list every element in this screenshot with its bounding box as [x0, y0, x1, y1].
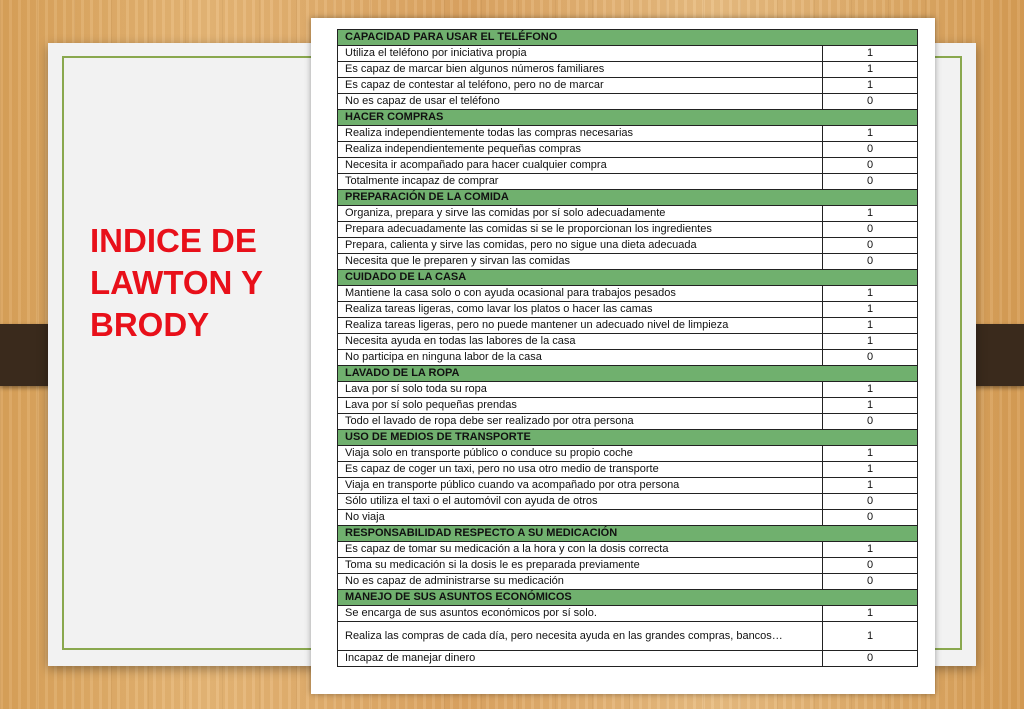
table-row — [338, 286, 918, 302]
table-row — [338, 158, 918, 174]
item-score: 1 — [823, 334, 918, 350]
table-row — [338, 622, 918, 651]
table-row — [338, 206, 918, 222]
table-row — [338, 238, 918, 254]
item-score: 0 — [823, 558, 918, 574]
item-text: Todo el lavado de ropa debe ser realizado por otra persona — [338, 414, 823, 430]
item-text: Realiza tareas ligeras, como lavar los platos o hacer las camas — [338, 302, 823, 318]
item-text: Se encarga de sus asuntos económicos por sí solo. — [338, 606, 823, 622]
lawton-brody-table — [337, 29, 918, 667]
table-row — [338, 414, 918, 430]
table-row — [338, 254, 918, 270]
item-text: Es capaz de tomar su medicación a la hora y con la dosis correcta — [338, 542, 823, 558]
item-score: 1 — [823, 302, 918, 318]
item-text: Es capaz de contestar al teléfono, pero no de marcar — [338, 78, 823, 94]
table-row — [338, 651, 918, 667]
item-text: Viaja en transporte público cuando va acompañado por otra persona — [338, 478, 823, 494]
item-text: Realiza las compras de cada día, pero necesita ayuda en las grandes compras, bancos… — [338, 622, 823, 651]
item-text: Mantiene la casa solo o con ayuda ocasional para trabajos pesados — [338, 286, 823, 302]
item-text: Prepara, calienta y sirve las comidas, pero no sigue una dieta adecuada — [338, 238, 823, 254]
section-heading: RESPONSABILIDAD RESPECTO A SU MEDICACIÓN — [338, 526, 918, 542]
item-text: No viaja — [338, 510, 823, 526]
section-heading: MANEJO DE SUS ASUNTOS ECONÓMICOS — [338, 590, 918, 606]
section-header — [338, 30, 918, 46]
section-heading: HACER COMPRAS — [338, 110, 918, 126]
item-text: Organiza, prepara y sirve las comidas por sí solo adecuadamente — [338, 206, 823, 222]
table-row — [338, 78, 918, 94]
item-score: 0 — [823, 414, 918, 430]
item-score: 1 — [823, 446, 918, 462]
table-row — [338, 62, 918, 78]
table-row — [338, 542, 918, 558]
table-row — [338, 574, 918, 590]
item-text: Totalmente incapaz de comprar — [338, 174, 823, 190]
table-row — [338, 478, 918, 494]
table-row — [338, 382, 918, 398]
item-score: 0 — [823, 142, 918, 158]
table-row — [338, 350, 918, 366]
item-text: Lava por sí solo pequeñas prendas — [338, 398, 823, 414]
section-heading: CAPACIDAD PARA USAR EL TELÉFONO — [338, 30, 918, 46]
item-score: 0 — [823, 158, 918, 174]
table-row — [338, 494, 918, 510]
item-text: Es capaz de coger un taxi, pero no usa otro medio de transporte — [338, 462, 823, 478]
item-score: 1 — [823, 622, 918, 651]
item-text: Sólo utiliza el taxi o el automóvil con ayuda de otros — [338, 494, 823, 510]
table-row — [338, 94, 918, 110]
item-text: Necesita ayuda en todas las labores de la casa — [338, 334, 823, 350]
table-row — [338, 222, 918, 238]
item-text: Viaja solo en transporte público o conduce su propio coche — [338, 446, 823, 462]
table-row — [338, 46, 918, 62]
item-text: Necesita ir acompañado para hacer cualquier compra — [338, 158, 823, 174]
slide-title: INDICE DE LAWTON Y BRODY — [90, 222, 263, 343]
item-text: Realiza tareas ligeras, pero no puede mantener un adecuado nivel de limpieza — [338, 318, 823, 334]
item-text: Es capaz de marcar bien algunos números familiares — [338, 62, 823, 78]
item-score: 0 — [823, 574, 918, 590]
item-score: 0 — [823, 350, 918, 366]
item-score: 0 — [823, 494, 918, 510]
section-heading: USO DE MEDIOS DE TRANSPORTE — [338, 430, 918, 446]
item-score: 1 — [823, 46, 918, 62]
table-row — [338, 510, 918, 526]
item-score: 0 — [823, 651, 918, 667]
section-header — [338, 366, 918, 382]
table-row — [338, 558, 918, 574]
item-score: 0 — [823, 222, 918, 238]
item-score: 0 — [823, 238, 918, 254]
item-score: 1 — [823, 78, 918, 94]
table-row — [338, 462, 918, 478]
table-row — [338, 142, 918, 158]
item-text: Prepara adecuadamente las comidas si se le proporcionan los ingredientes — [338, 222, 823, 238]
table-row — [338, 126, 918, 142]
item-score: 1 — [823, 126, 918, 142]
item-text: Toma su medicación si la dosis le es preparada previamente — [338, 558, 823, 574]
item-text: Realiza independientemente todas las compras necesarias — [338, 126, 823, 142]
section-header — [338, 590, 918, 606]
item-score: 1 — [823, 382, 918, 398]
item-score: 1 — [823, 606, 918, 622]
item-text: Utiliza el teléfono por iniciativa propia — [338, 46, 823, 62]
section-header — [338, 430, 918, 446]
item-text: No participa en ninguna labor de la casa — [338, 350, 823, 366]
table-row — [338, 398, 918, 414]
table-row — [338, 334, 918, 350]
table-row — [338, 446, 918, 462]
table-row — [338, 606, 918, 622]
item-score: 1 — [823, 318, 918, 334]
section-heading: CUIDADO DE LA CASA — [338, 270, 918, 286]
table-row — [338, 302, 918, 318]
section-header — [338, 270, 918, 286]
item-text: No es capaz de usar el teléfono — [338, 94, 823, 110]
item-score: 1 — [823, 62, 918, 78]
item-text: Necesita que le preparen y sirvan las comidas — [338, 254, 823, 270]
item-score: 1 — [823, 206, 918, 222]
item-text: Lava por sí solo toda su ropa — [338, 382, 823, 398]
item-score: 1 — [823, 286, 918, 302]
item-score: 0 — [823, 510, 918, 526]
section-header — [338, 526, 918, 542]
section-header — [338, 110, 918, 126]
item-score: 1 — [823, 462, 918, 478]
section-heading: PREPARACIÓN DE LA COMIDA — [338, 190, 918, 206]
item-score: 1 — [823, 478, 918, 494]
section-header — [338, 190, 918, 206]
item-score: 0 — [823, 94, 918, 110]
item-score: 0 — [823, 254, 918, 270]
item-text: Realiza independientemente pequeñas compras — [338, 142, 823, 158]
item-score: 1 — [823, 542, 918, 558]
item-score: 0 — [823, 174, 918, 190]
section-heading: LAVADO DE LA ROPA — [338, 366, 918, 382]
item-text: Incapaz de manejar dinero — [338, 651, 823, 667]
table-row — [338, 174, 918, 190]
item-score: 1 — [823, 398, 918, 414]
item-text: No es capaz de administrarse su medicación — [338, 574, 823, 590]
table-row — [338, 318, 918, 334]
